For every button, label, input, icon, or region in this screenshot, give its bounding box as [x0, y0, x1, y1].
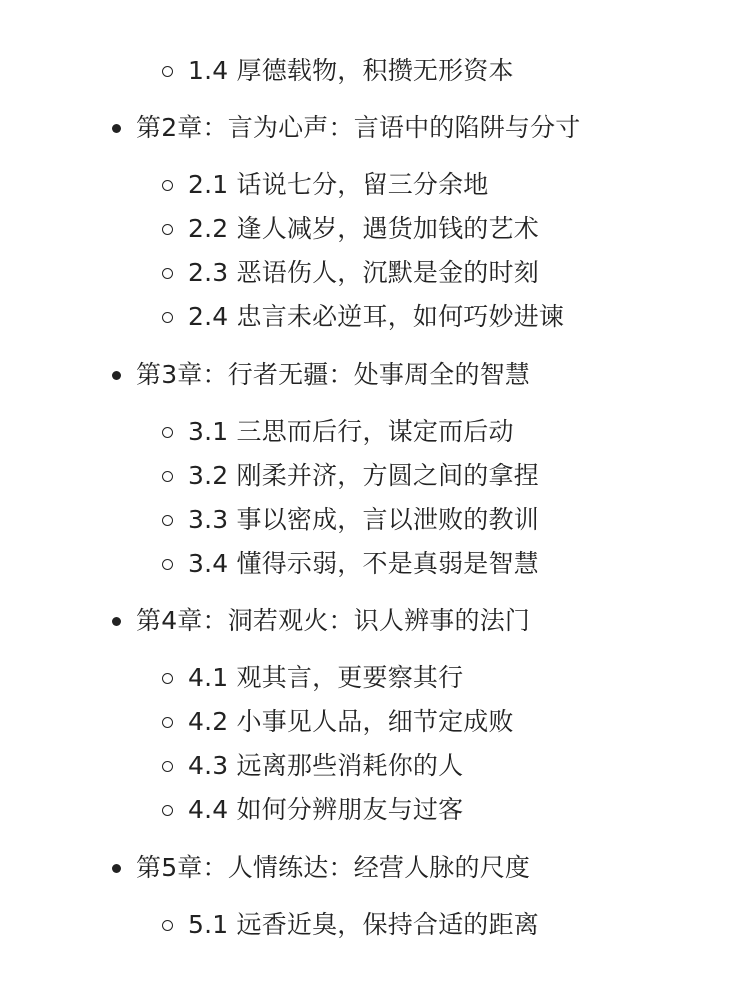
- section-title: 3.4 懂得示弱，不是真弱是智慧: [188, 549, 539, 578]
- chapter-item: [0, 355, 530, 395]
- section-title: 4.3 远离那些消耗你的人: [188, 751, 464, 780]
- hollow-bullet-icon: [162, 180, 173, 191]
- hollow-bullet-icon: [162, 920, 173, 931]
- filled-bullet-icon: [112, 617, 121, 626]
- hollow-bullet-icon: [162, 312, 173, 323]
- section-title: 2.2 逢人减岁，遇货加钱的艺术: [188, 214, 539, 243]
- section-title: 2.4 忠言未必逆耳，如何巧妙进谏: [188, 302, 565, 331]
- section-title: 4.4 如何分辨朋友与过客: [188, 795, 464, 824]
- hollow-bullet-icon: [162, 515, 173, 526]
- section-title: 3.3 事以密成，言以泄败的教训: [188, 505, 539, 534]
- section-item: [0, 412, 514, 452]
- hollow-bullet-icon: [162, 761, 173, 772]
- section-title: 4.1 观其言，更要察其行: [188, 663, 464, 692]
- chapter-title: 第2章：言为心声：言语中的陷阱与分寸: [136, 113, 581, 142]
- section-item: [0, 165, 489, 205]
- hollow-bullet-icon: [162, 673, 173, 684]
- chapter-title: 第5章：人情练达：经营人脉的尺度: [136, 853, 531, 882]
- section-item: [0, 658, 463, 698]
- section-item: [0, 790, 463, 830]
- chapter-title: 第3章：行者无疆：处事周全的智慧: [136, 360, 531, 389]
- hollow-bullet-icon: [162, 717, 173, 728]
- section-title: 3.1 三思而后行，谋定而后动: [188, 417, 514, 446]
- section-title: 5.1 远香近臭，保持合适的距离: [188, 910, 539, 939]
- hollow-bullet-icon: [162, 268, 173, 279]
- hollow-bullet-icon: [162, 66, 173, 77]
- section-item: [0, 51, 514, 91]
- hollow-bullet-icon: [162, 471, 173, 482]
- chapter-item: [0, 601, 530, 641]
- section-item: [0, 905, 539, 945]
- section-item: [0, 297, 564, 337]
- section-title: 3.2 刚柔并济，方圆之间的拿捏: [188, 461, 539, 490]
- section-title: 1.4 厚德载物，积攒无形资本: [188, 56, 514, 85]
- section-item: [0, 209, 539, 249]
- section-item: [0, 746, 463, 786]
- chapter-title: 第4章：洞若观火：识人辨事的法门: [136, 606, 531, 635]
- section-title: 2.3 恶语伤人，沉默是金的时刻: [188, 258, 539, 287]
- section-item: [0, 456, 539, 496]
- section-title: 2.1 话说七分，留三分余地: [188, 170, 489, 199]
- chapter-item: [0, 108, 581, 148]
- hollow-bullet-icon: [162, 805, 173, 816]
- section-item: [0, 702, 514, 742]
- filled-bullet-icon: [112, 371, 121, 380]
- chapter-item: [0, 848, 530, 888]
- hollow-bullet-icon: [162, 559, 173, 570]
- section-item: [0, 544, 539, 584]
- section-item: [0, 500, 539, 540]
- section-title: 4.2 小事见人品，细节定成败: [188, 707, 514, 736]
- hollow-bullet-icon: [162, 427, 173, 438]
- filled-bullet-icon: [112, 864, 121, 873]
- filled-bullet-icon: [112, 124, 121, 133]
- hollow-bullet-icon: [162, 224, 173, 235]
- section-item: [0, 253, 539, 293]
